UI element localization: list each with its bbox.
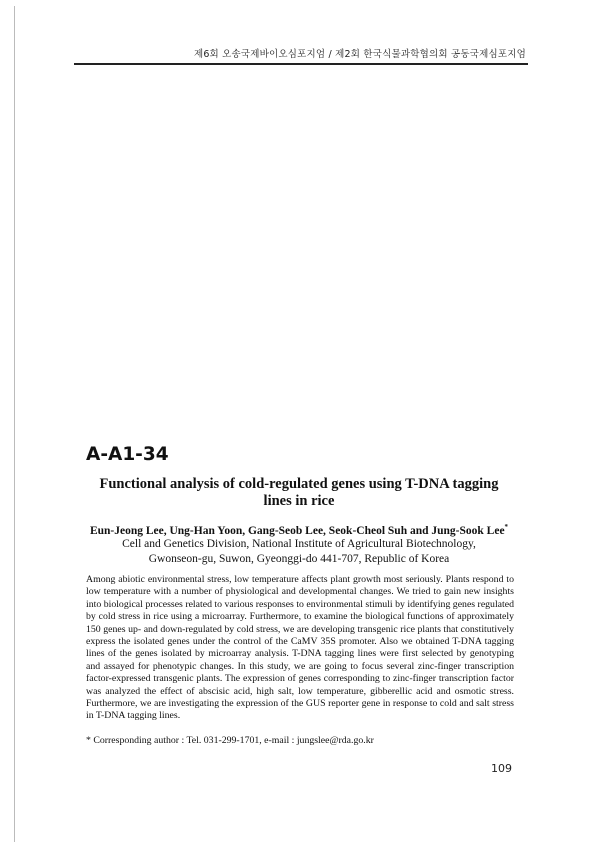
authors-text: Eun-Jeong Lee, Ung-Han Yoon, Gang-Seob Lee, Seok-Cheol Suh and Jung-Sook Lee [89,524,505,537]
abstract-body: Among abiotic environmental stress, low temperature affects plant growth most seriously. Plants respond to low temperature with a number of physiological and developmental changes. We tried to gain new insights into biological processes related to various responses to environmental stimuli by identifying genes regulated by cold stress in rice using a microarray. Furthermore, to examine the biological functions of approximately 150 genes up- and down-regulated by cold stress, we are developing transgenic rice plants that constitutively express the isolated genes under the control of the CaMV 35S promoter. Also we obtained T-DNA tagging lines of the genes isolated by microarray analysis. T-DNA tagging lines were first selected by genotyping and assayed for phenotypic changes. In this study, we are going to focus several zinc-finger transcription factor-expressed transgenic plants. The expression of genes corresponding to zinc-finger transcription factor was analyzed the effect of abscisic acid, high salt, low temperature, gibberellic acid and osmotic stress. Furthermore, we are investigating the expression of the GUS reporter gene in response to cold and salt stress in T-DNA tagging lines. [86,574,514,722]
paper-title-line-1: Functional analysis of cold-regulated genes using T-DNA tagging [99,476,499,492]
affiliation-line-2: Gwonseon-gu, Suwon, Gyeonggi-do 441-707, Republic of Korea [148,553,450,565]
abstract-code: A-A1-34 [86,444,169,465]
page-number: 109 [491,762,512,775]
affiliation [86,537,512,567]
paper-title [86,476,512,510]
corresponding-mark: * [504,523,509,531]
corresponding-author: * Corresponding author : Tel. 031-299-1701, e-mail : jungslee@rda.go.kr [86,735,374,746]
header-rule [74,63,528,65]
paper-title-line-2: lines in rice [263,493,335,509]
running-header: 제6회 오송국제바이오심포지엄 / 제2회 한국식물과학협의회 공동국제심포지엄 [193,49,526,60]
author-list [86,520,512,538]
page-edge-line [14,6,15,842]
affiliation-line-1: Cell and Genetics Division, National Institute of Agricultural Biotechnology, [122,538,476,550]
